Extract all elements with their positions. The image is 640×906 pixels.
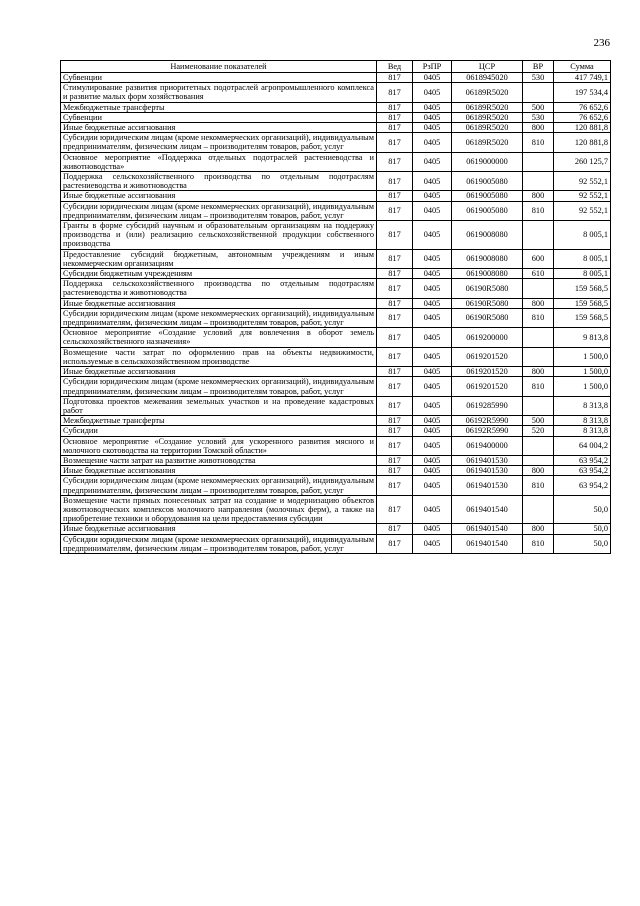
cell-vr: 520 — [523, 426, 554, 436]
cell-rzpr: 0405 — [413, 534, 452, 553]
cell-vr: 500 — [523, 416, 554, 426]
cell-csr: 0619401540 — [452, 534, 523, 553]
cell-sum: 76 652,6 — [554, 102, 611, 112]
cell-ved: 817 — [377, 534, 413, 553]
cell-name: Субсидии юридическим лицам (кроме некоммерческих организаций), индивидуальным предпринимателям, физическим лицам – производителям товаров, работ, услуг — [61, 476, 377, 495]
cell-ved: 817 — [377, 495, 413, 524]
cell-sum: 8 313,8 — [554, 426, 611, 436]
cell-vr: 500 — [523, 102, 554, 112]
cell-rzpr: 0405 — [413, 279, 452, 298]
cell-sum: 1 500,0 — [554, 377, 611, 396]
table-row — [61, 172, 611, 191]
cell-vr: 610 — [523, 269, 554, 279]
cell-ved: 817 — [377, 249, 413, 268]
cell-vr — [523, 495, 554, 524]
table-row — [61, 524, 611, 534]
cell-vr — [523, 172, 554, 191]
cell-ved: 817 — [377, 436, 413, 455]
cell-ved: 817 — [377, 426, 413, 436]
cell-vr: 800 — [523, 123, 554, 133]
cell-ved: 817 — [377, 221, 413, 250]
table-row — [61, 416, 611, 426]
cell-rzpr: 0405 — [413, 83, 452, 102]
cell-ved: 817 — [377, 396, 413, 415]
cell-ved: 817 — [377, 298, 413, 308]
cell-rzpr: 0405 — [413, 298, 452, 308]
budget-table — [60, 60, 611, 554]
cell-ved: 817 — [377, 524, 413, 534]
cell-csr: 0619008080 — [452, 249, 523, 268]
cell-ved: 817 — [377, 367, 413, 377]
cell-rzpr: 0405 — [413, 269, 452, 279]
cell-sum: 92 552,1 — [554, 201, 611, 220]
cell-vr — [523, 347, 554, 366]
cell-ved: 817 — [377, 133, 413, 152]
cell-ved: 817 — [377, 112, 413, 122]
table-row — [61, 279, 611, 298]
cell-csr: 06190R5080 — [452, 298, 523, 308]
cell-csr: 06189R5020 — [452, 112, 523, 122]
cell-sum: 120 881,8 — [554, 133, 611, 152]
cell-name: Субсидии юридическим лицам (кроме некоммерческих организаций), индивидуальным предпринимателям, физическим лицам – производителям товаров, работ, услуг — [61, 534, 377, 553]
cell-sum: 63 954,2 — [554, 476, 611, 495]
header-rzpr: РзПР — [413, 61, 452, 73]
cell-name: Возмещение части прямых понесенных затрат на создание и модернизацию объектов животноводческих комплексов молочного направления (молочных ферм), а также на приобретение техники и оборудования на цели предоставления субсидии — [61, 495, 377, 524]
cell-vr: 810 — [523, 201, 554, 220]
cell-csr: 0619401530 — [452, 455, 523, 465]
cell-vr — [523, 279, 554, 298]
cell-csr: 0618945020 — [452, 73, 523, 83]
cell-vr: 810 — [523, 534, 554, 553]
header-ved: Вед — [377, 61, 413, 73]
cell-name: Иные бюджетные ассигнования — [61, 466, 377, 476]
cell-csr: 0619008080 — [452, 269, 523, 279]
cell-name: Иные бюджетные ассигнования — [61, 123, 377, 133]
cell-csr: 0619200000 — [452, 328, 523, 347]
cell-rzpr: 0405 — [413, 524, 452, 534]
cell-ved: 817 — [377, 466, 413, 476]
table-row — [61, 367, 611, 377]
cell-sum: 8 005,1 — [554, 269, 611, 279]
table-row — [61, 455, 611, 465]
cell-vr — [523, 328, 554, 347]
header-csr: ЦСР — [452, 61, 523, 73]
cell-rzpr: 0405 — [413, 102, 452, 112]
table-body — [61, 73, 611, 554]
cell-vr: 810 — [523, 476, 554, 495]
cell-rzpr: 0405 — [413, 172, 452, 191]
page-number: 236 — [593, 37, 610, 49]
cell-rzpr: 0405 — [413, 455, 452, 465]
cell-name: Иные бюджетные ассигнования — [61, 191, 377, 201]
table-row — [61, 191, 611, 201]
cell-rzpr: 0405 — [413, 426, 452, 436]
table-row — [61, 221, 611, 250]
cell-rzpr: 0405 — [413, 495, 452, 524]
cell-vr: 810 — [523, 133, 554, 152]
cell-sum: 64 004,2 — [554, 436, 611, 455]
cell-ved: 817 — [377, 102, 413, 112]
table-row — [61, 534, 611, 553]
cell-sum: 63 954,2 — [554, 455, 611, 465]
cell-ved: 817 — [377, 279, 413, 298]
cell-ved: 817 — [377, 201, 413, 220]
cell-sum: 8 313,8 — [554, 396, 611, 415]
cell-vr: 800 — [523, 298, 554, 308]
cell-vr: 800 — [523, 367, 554, 377]
table-row — [61, 347, 611, 366]
cell-csr: 06189R5020 — [452, 102, 523, 112]
cell-sum: 260 125,7 — [554, 152, 611, 171]
cell-name: Возмещение части затрат на развитие животноводства — [61, 455, 377, 465]
cell-csr: 0619401530 — [452, 466, 523, 476]
table-row — [61, 436, 611, 455]
cell-rzpr: 0405 — [413, 308, 452, 327]
cell-rzpr: 0405 — [413, 476, 452, 495]
cell-name: Основное мероприятие «Поддержка отдельных подотраслей растениеводства и животноводства» — [61, 152, 377, 171]
cell-rzpr: 0405 — [413, 123, 452, 133]
table-row — [61, 495, 611, 524]
cell-name: Гранты в форме субсидий научным и образовательным организациям на поддержку производства и (или) реализацию сельскохозяйственной продукции собственного производства — [61, 221, 377, 250]
cell-csr: 0619005080 — [452, 201, 523, 220]
cell-name: Иные бюджетные ассигнования — [61, 367, 377, 377]
cell-csr: 0619201520 — [452, 377, 523, 396]
cell-rzpr: 0405 — [413, 249, 452, 268]
cell-csr: 0619401540 — [452, 495, 523, 524]
cell-vr: 800 — [523, 466, 554, 476]
cell-name: Субсидии юридическим лицам (кроме некоммерческих организаций), индивидуальным предпринимателям, физическим лицам – производителям товаров, работ, услуг — [61, 308, 377, 327]
cell-csr: 0619008080 — [452, 221, 523, 250]
cell-ved: 817 — [377, 73, 413, 83]
cell-vr: 800 — [523, 524, 554, 534]
cell-csr: 0619201520 — [452, 367, 523, 377]
cell-sum: 1 500,0 — [554, 347, 611, 366]
table-row — [61, 152, 611, 171]
cell-sum: 8 005,1 — [554, 221, 611, 250]
cell-name: Межбюджетные трансферты — [61, 102, 377, 112]
cell-rzpr: 0405 — [413, 201, 452, 220]
cell-rzpr: 0405 — [413, 152, 452, 171]
cell-vr — [523, 436, 554, 455]
cell-ved: 817 — [377, 269, 413, 279]
cell-csr: 06192R5990 — [452, 416, 523, 426]
cell-ved: 817 — [377, 152, 413, 171]
cell-csr: 0619401540 — [452, 524, 523, 534]
cell-ved: 817 — [377, 377, 413, 396]
cell-sum: 9 813,8 — [554, 328, 611, 347]
cell-name: Иные бюджетные ассигнования — [61, 524, 377, 534]
cell-rzpr: 0405 — [413, 133, 452, 152]
cell-sum: 197 534,4 — [554, 83, 611, 102]
table-row — [61, 377, 611, 396]
cell-name: Возмещение части затрат по оформлению прав на объекты недвижимости, используемые в сельскохозяйственном производстве — [61, 347, 377, 366]
cell-ved: 817 — [377, 476, 413, 495]
cell-ved: 817 — [377, 123, 413, 133]
table-row — [61, 328, 611, 347]
table-row — [61, 102, 611, 112]
cell-sum: 8 313,8 — [554, 416, 611, 426]
cell-ved: 817 — [377, 416, 413, 426]
cell-rzpr: 0405 — [413, 221, 452, 250]
cell-ved: 817 — [377, 455, 413, 465]
cell-sum: 8 005,1 — [554, 249, 611, 268]
cell-csr: 0619201520 — [452, 347, 523, 366]
table-row — [61, 269, 611, 279]
table-row — [61, 426, 611, 436]
cell-name: Стимулирование развития приоритетных подотраслей агропромышленного комплекса и развитие малых форм хозяйствования — [61, 83, 377, 102]
cell-ved: 817 — [377, 83, 413, 102]
cell-name: Субсидии юридическим лицам (кроме некоммерческих организаций), индивидуальным предпринимателям, физическим лицам – производителям товаров, работ, услуг — [61, 201, 377, 220]
cell-csr: 0619005080 — [452, 172, 523, 191]
cell-sum: 50,0 — [554, 534, 611, 553]
cell-ved: 817 — [377, 308, 413, 327]
cell-ved: 817 — [377, 328, 413, 347]
cell-csr: 06192R5990 — [452, 426, 523, 436]
header-vr: ВР — [523, 61, 554, 73]
cell-vr: 810 — [523, 377, 554, 396]
cell-rzpr: 0405 — [413, 191, 452, 201]
table-row — [61, 123, 611, 133]
table-row — [61, 73, 611, 83]
cell-csr: 0619285990 — [452, 396, 523, 415]
cell-rzpr: 0405 — [413, 466, 452, 476]
table-row — [61, 83, 611, 102]
table-row — [61, 249, 611, 268]
cell-csr: 06190R5080 — [452, 279, 523, 298]
cell-rzpr: 0405 — [413, 436, 452, 455]
cell-name: Иные бюджетные ассигнования — [61, 298, 377, 308]
cell-sum: 417 749,1 — [554, 73, 611, 83]
table-row — [61, 133, 611, 152]
cell-name: Основное мероприятие «Создание условий для вовлечения в оборот земель сельскохозяйственного назначения» — [61, 328, 377, 347]
cell-vr — [523, 152, 554, 171]
cell-sum: 120 881,8 — [554, 123, 611, 133]
cell-vr — [523, 455, 554, 465]
cell-vr — [523, 221, 554, 250]
cell-ved: 817 — [377, 172, 413, 191]
cell-rzpr: 0405 — [413, 377, 452, 396]
cell-vr — [523, 83, 554, 102]
cell-vr — [523, 396, 554, 415]
cell-sum: 159 568,5 — [554, 298, 611, 308]
cell-vr: 530 — [523, 73, 554, 83]
cell-csr: 06189R5020 — [452, 83, 523, 102]
cell-csr: 06189R5020 — [452, 133, 523, 152]
cell-ved: 817 — [377, 347, 413, 366]
cell-vr: 810 — [523, 308, 554, 327]
cell-csr: 0619000000 — [452, 152, 523, 171]
cell-name: Основное мероприятие «Создание условий для ускоренного развития мясного и молочного скотоводства на территории Томской области» — [61, 436, 377, 455]
cell-name: Субвенции — [61, 73, 377, 83]
cell-name: Субсидии бюджетным учреждениям — [61, 269, 377, 279]
table-header — [61, 61, 611, 73]
cell-csr: 06189R5020 — [452, 123, 523, 133]
cell-rzpr: 0405 — [413, 112, 452, 122]
cell-name: Предоставление субсидий бюджетным, автономным учреждениям и иным некоммерческим организациям — [61, 249, 377, 268]
table-row — [61, 466, 611, 476]
cell-vr: 800 — [523, 191, 554, 201]
cell-rzpr: 0405 — [413, 347, 452, 366]
cell-sum: 92 552,1 — [554, 191, 611, 201]
cell-csr: 0619005080 — [452, 191, 523, 201]
table-row — [61, 476, 611, 495]
cell-name: Субвенции — [61, 112, 377, 122]
cell-sum: 159 568,5 — [554, 279, 611, 298]
cell-vr: 600 — [523, 249, 554, 268]
cell-csr: 06190R5080 — [452, 308, 523, 327]
cell-name: Межбюджетные трансферты — [61, 416, 377, 426]
table-row — [61, 201, 611, 220]
cell-sum: 50,0 — [554, 524, 611, 534]
cell-sum: 1 500,0 — [554, 367, 611, 377]
cell-ved: 817 — [377, 191, 413, 201]
cell-csr: 0619400000 — [452, 436, 523, 455]
table-row — [61, 396, 611, 415]
cell-vr: 530 — [523, 112, 554, 122]
cell-sum: 50,0 — [554, 495, 611, 524]
cell-name: Субсидии юридическим лицам (кроме некоммерческих организаций), индивидуальным предпринимателям, физическим лицам – производителям товаров, работ, услуг — [61, 133, 377, 152]
header-row — [61, 61, 611, 73]
header-name: Наименование показателей — [61, 61, 377, 73]
cell-name: Поддержка сельскохозяйственного производства по отдельным подотраслям растениеводства и животноводства — [61, 279, 377, 298]
table-row — [61, 298, 611, 308]
cell-rzpr: 0405 — [413, 367, 452, 377]
cell-rzpr: 0405 — [413, 396, 452, 415]
cell-sum: 63 954,2 — [554, 466, 611, 476]
cell-rzpr: 0405 — [413, 416, 452, 426]
cell-name: Подготовка проектов межевания земельных участков и на проведение кадастровых работ — [61, 396, 377, 415]
table-row — [61, 112, 611, 122]
cell-sum: 159 568,5 — [554, 308, 611, 327]
cell-name: Субсидии юридическим лицам (кроме некоммерческих организаций), индивидуальным предпринимателям, физическим лицам – производителям товаров, работ, услуг — [61, 377, 377, 396]
cell-rzpr: 0405 — [413, 73, 452, 83]
cell-name: Субсидии — [61, 426, 377, 436]
table-row — [61, 308, 611, 327]
cell-rzpr: 0405 — [413, 328, 452, 347]
cell-name: Поддержка сельскохозяйственного производства по отдельным подотраслям растениеводства и животноводства — [61, 172, 377, 191]
cell-sum: 92 552,1 — [554, 172, 611, 191]
cell-csr: 0619401530 — [452, 476, 523, 495]
header-sum: Сумма — [554, 61, 611, 73]
cell-sum: 76 652,6 — [554, 112, 611, 122]
